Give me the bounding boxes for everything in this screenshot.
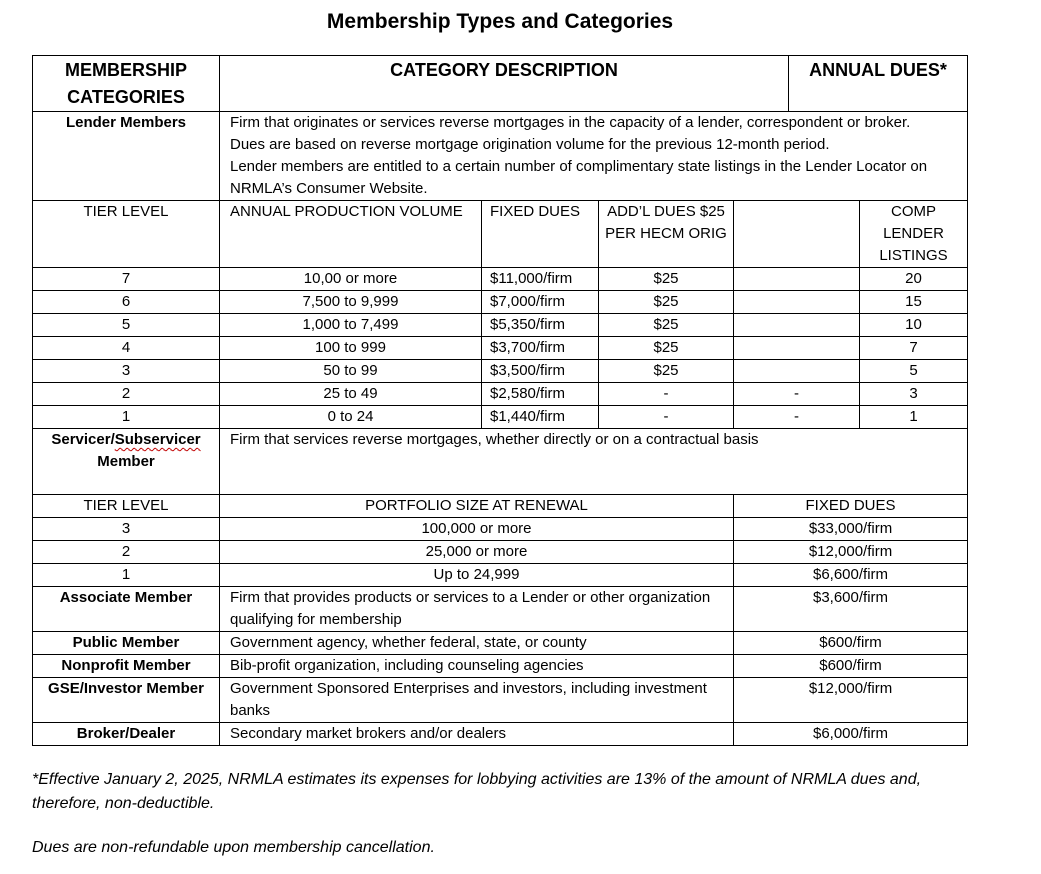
footnote-refund: Dues are non-refundable upon membership cancellation. <box>32 839 435 856</box>
addl-dues-cell: $25 <box>599 337 734 360</box>
lender-col-tier: TIER LEVEL <box>33 201 220 268</box>
membership-category-label: Broker/Dealer <box>33 723 220 746</box>
lender-desc-line-1: Firm that originates or services reverse mortgages in the capacity of a lender, correspondent or broker. <box>230 114 911 131</box>
volume-cell: 25 to 49 <box>220 383 482 406</box>
comp-listings-cell: 15 <box>860 291 968 314</box>
tier-cell: 2 <box>33 383 220 406</box>
tier-cell: 5 <box>33 314 220 337</box>
membership-category-label: GSE/Investor Member <box>33 678 220 723</box>
addl-dues-cell: - <box>599 406 734 429</box>
servicer-col-tier: TIER LEVEL <box>33 495 220 518</box>
addl-dues-cell: $25 <box>599 291 734 314</box>
membership-category-label: Associate Member <box>33 587 220 632</box>
table-row <box>33 314 968 337</box>
volume-cell: 100 to 999 <box>220 337 482 360</box>
lender-desc-line-2: Dues are based on reverse mortgage origination volume for the previous 12-month period. <box>230 136 830 153</box>
portfolio-cell: Up to 24,999 <box>220 564 734 587</box>
volume-cell: 1,000 to 7,499 <box>220 314 482 337</box>
servicer-label-part-2: Subservicer <box>114 431 201 448</box>
table-row <box>33 291 968 314</box>
extra-cell: - <box>734 406 860 429</box>
comp-listings-cell: 10 <box>860 314 968 337</box>
servicer-description-row <box>33 429 968 495</box>
footnote-lobbying: *Effective January 2, 2025, NRMLA estimates its expenses for lobbying activities are 13% of the amount of NRMLA dues and, therefore, non-deductible. <box>32 771 922 812</box>
fixed-dues-cell: $33,000/firm <box>734 518 968 541</box>
fixed-dues-cell: $5,350/firm <box>482 314 599 337</box>
servicer-tier-header-row <box>33 495 968 518</box>
servicer-label-part-3: Member <box>97 453 155 470</box>
membership-description: Firm that provides products or services to a Lender or other organization qualifying for membership <box>220 587 734 632</box>
table-row <box>33 383 968 406</box>
lender-description-row <box>33 112 968 201</box>
table-row <box>33 587 968 632</box>
header-annual-dues: ANNUAL DUES* <box>789 56 968 112</box>
membership-description: Government agency, whether federal, state, or county <box>220 632 734 655</box>
extra-cell <box>734 268 860 291</box>
tier-cell: 1 <box>33 406 220 429</box>
tier-cell: 6 <box>33 291 220 314</box>
fixed-dues-cell: $2,580/firm <box>482 383 599 406</box>
comp-listings-cell: 5 <box>860 360 968 383</box>
fixed-dues-cell: $3,700/firm <box>482 337 599 360</box>
table-row <box>33 723 968 746</box>
extra-cell <box>734 314 860 337</box>
table-row <box>33 541 968 564</box>
extra-cell: - <box>734 383 860 406</box>
comp-listings-cell: 20 <box>860 268 968 291</box>
table-row <box>33 564 968 587</box>
table-row <box>33 655 968 678</box>
volume-cell: 7,500 to 9,999 <box>220 291 482 314</box>
portfolio-cell: 25,000 or more <box>220 541 734 564</box>
extra-cell <box>734 337 860 360</box>
table-row <box>33 268 968 291</box>
membership-dues: $6,000/firm <box>734 723 968 746</box>
servicer-col-fixed: FIXED DUES <box>734 495 968 518</box>
tier-cell: 1 <box>33 564 220 587</box>
tier-cell: 3 <box>33 360 220 383</box>
addl-dues-cell: $25 <box>599 360 734 383</box>
membership-dues: $600/firm <box>734 632 968 655</box>
tier-cell: 2 <box>33 541 220 564</box>
membership-description: Bib-profit organization, including counseling agencies <box>220 655 734 678</box>
addl-dues-cell: - <box>599 383 734 406</box>
fixed-dues-cell: $12,000/firm <box>734 541 968 564</box>
lender-col-volume: ANNUAL PRODUCTION VOLUME <box>220 201 482 268</box>
lender-col-addl: ADD’L DUES $25 PER HECM ORIG <box>599 201 734 268</box>
servicer-col-portfolio: PORTFOLIO SIZE AT RENEWAL <box>220 495 734 518</box>
extra-cell <box>734 360 860 383</box>
lender-description <box>220 112 968 201</box>
extra-cell <box>734 291 860 314</box>
table-row <box>33 518 968 541</box>
fixed-dues-cell: $6,600/firm <box>734 564 968 587</box>
membership-description: Secondary market brokers and/or dealers <box>220 723 734 746</box>
table-row <box>33 360 968 383</box>
comp-listings-cell: 7 <box>860 337 968 360</box>
table-row <box>33 632 968 655</box>
membership-category-label: Public Member <box>33 632 220 655</box>
membership-dues: $600/firm <box>734 655 968 678</box>
addl-dues-cell: $25 <box>599 268 734 291</box>
fixed-dues-cell: $1,440/firm <box>482 406 599 429</box>
table-row <box>33 337 968 360</box>
fixed-dues-cell: $7,000/firm <box>482 291 599 314</box>
membership-dues: $3,600/firm <box>734 587 968 632</box>
lender-members-label: Lender Members <box>33 112 220 201</box>
servicer-description: Firm that services reverse mortgages, whether directly or on a contractual basis <box>220 429 968 495</box>
tier-cell: 7 <box>33 268 220 291</box>
membership-dues: $12,000/firm <box>734 678 968 723</box>
comp-listings-cell: 1 <box>860 406 968 429</box>
lender-col-fixed: FIXED DUES <box>482 201 599 268</box>
tier-cell: 3 <box>33 518 220 541</box>
table-header-row <box>33 56 968 112</box>
servicer-member-label <box>33 429 220 495</box>
tier-cell: 4 <box>33 337 220 360</box>
volume-cell: 10,00 or more <box>220 268 482 291</box>
comp-listings-cell: 3 <box>860 383 968 406</box>
lender-col-comp: COMP LENDER LISTINGS <box>860 201 968 268</box>
membership-table <box>32 55 968 746</box>
table-row <box>33 406 968 429</box>
addl-dues-cell: $25 <box>599 314 734 337</box>
servicer-label-part-1: Servicer/ <box>51 431 115 448</box>
lender-col-blank <box>734 201 860 268</box>
lender-tier-header-row <box>33 201 968 268</box>
fixed-dues-cell: $3,500/firm <box>482 360 599 383</box>
volume-cell: 0 to 24 <box>220 406 482 429</box>
header-category-description: CATEGORY DESCRIPTION <box>220 56 789 112</box>
header-membership-categories: MEMBERSHIP CATEGORIES <box>33 56 220 112</box>
page-title: Membership Types and Categories <box>326 10 674 33</box>
portfolio-cell: 100,000 or more <box>220 518 734 541</box>
lender-desc-line-3: Lender members are entitled to a certain number of complimentary state listings in the Lender Locator on NRMLA’s Consumer Website. <box>230 158 928 197</box>
volume-cell: 50 to 99 <box>220 360 482 383</box>
membership-description: Government Sponsored Enterprises and investors, including investment banks <box>220 678 734 723</box>
fixed-dues-cell: $11,000/firm <box>482 268 599 291</box>
membership-category-label: Nonprofit Member <box>33 655 220 678</box>
table-row <box>33 678 968 723</box>
